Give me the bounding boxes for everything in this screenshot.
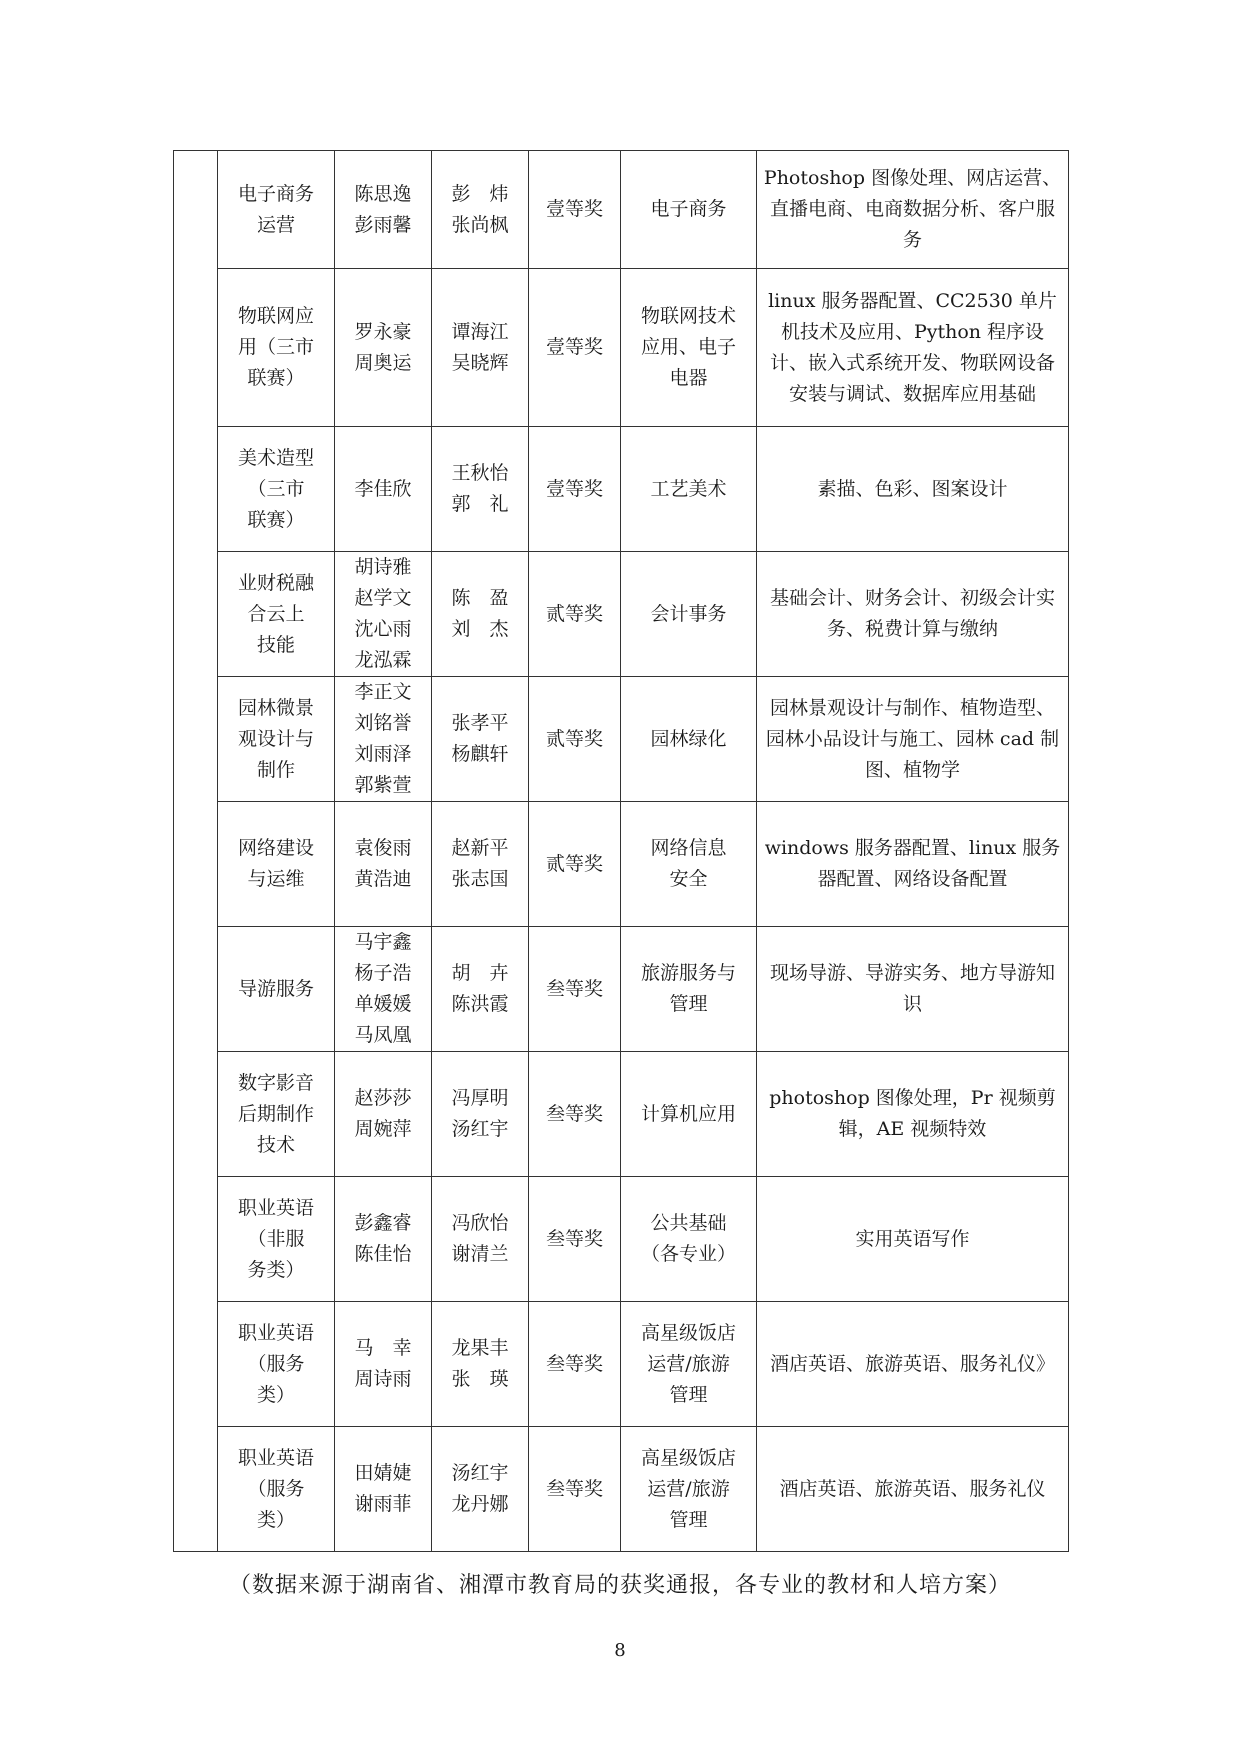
competition-cell: 电子商务 运营	[218, 151, 335, 269]
source-note: （数据来源于湖南省、湘潭市教育局的获奖通报，各专业的教材和人培方案）	[228, 1573, 1011, 1598]
teachers-cell: 王秋怡 郭 礼	[432, 427, 529, 552]
award-cell: 贰等奖	[529, 677, 621, 802]
competition-cell: 职业英语 （非服 务类）	[218, 1177, 335, 1302]
students-cell: 李佳欣	[335, 427, 432, 552]
table-row	[174, 1427, 1069, 1552]
table-row	[174, 927, 1069, 1052]
major-cell: 网络信息 安全	[621, 802, 757, 927]
page-number: 8	[614, 1640, 626, 1661]
content-cell: linux 服务器配置、CC2530 单片机技术及应用、Python 程序设计、嵌入式系统开发、物联网设备安装与调试、数据库应用基础	[757, 269, 1069, 427]
content-cell: 酒店英语、旅游英语、服务礼仪	[757, 1427, 1069, 1552]
major-cell: 高星级饭店 运营/旅游 管理	[621, 1427, 757, 1552]
content-cell: windows 服务器配置、linux 服务器配置、网络设备配置	[757, 802, 1069, 927]
competition-cell: 园林微景 观设计与 制作	[218, 677, 335, 802]
table-row	[174, 151, 1069, 269]
content-cell: 实用英语写作	[757, 1177, 1069, 1302]
teachers-cell: 谭海江 吴晓辉	[432, 269, 529, 427]
students-cell: 田婧婕 谢雨菲	[335, 1427, 432, 1552]
award-cell: 叁等奖	[529, 927, 621, 1052]
content-cell: photoshop 图像处理，Pr 视频剪辑，AE 视频特效	[757, 1052, 1069, 1177]
content-cell: 现场导游、导游实务、地方导游知识	[757, 927, 1069, 1052]
content-cell: 基础会计、财务会计、初级会计实务、税费计算与缴纳	[757, 552, 1069, 677]
content-cell: 酒店英语、旅游英语、服务礼仪》	[757, 1302, 1069, 1427]
table-body	[174, 151, 1069, 1552]
award-cell: 壹等奖	[529, 427, 621, 552]
award-cell: 叁等奖	[529, 1427, 621, 1552]
award-cell: 叁等奖	[529, 1177, 621, 1302]
teachers-cell: 龙果丰 张 瑛	[432, 1302, 529, 1427]
competition-cell: 数字影音 后期制作 技术	[218, 1052, 335, 1177]
students-cell: 赵莎莎 周婉萍	[335, 1052, 432, 1177]
students-cell: 李正文 刘铭誉 刘雨泽 郭紫萱	[335, 677, 432, 802]
major-cell: 园林绿化	[621, 677, 757, 802]
teachers-cell: 张孝平 杨麒轩	[432, 677, 529, 802]
table-row	[174, 802, 1069, 927]
major-cell: 物联网技术 应用、电子 电器	[621, 269, 757, 427]
major-cell: 计算机应用	[621, 1052, 757, 1177]
competition-cell: 物联网应 用（三市 联赛）	[218, 269, 335, 427]
teachers-cell: 胡 卉 陈洪霞	[432, 927, 529, 1052]
table-row	[174, 552, 1069, 677]
students-cell: 袁俊雨 黄浩迪	[335, 802, 432, 927]
students-cell: 陈思逸 彭雨馨	[335, 151, 432, 269]
table-row	[174, 1302, 1069, 1427]
competition-cell: 业财税融 合云上 技能	[218, 552, 335, 677]
content-cell: 园林景观设计与制作、植物造型、园林小品设计与施工、园林 cad 制图、植物学	[757, 677, 1069, 802]
table-row	[174, 427, 1069, 552]
teachers-cell: 汤红宇 龙丹娜	[432, 1427, 529, 1552]
competition-cell: 职业英语 （服务 类）	[218, 1302, 335, 1427]
competition-cell: 导游服务	[218, 927, 335, 1052]
category-cell	[174, 151, 218, 1552]
award-cell: 壹等奖	[529, 151, 621, 269]
award-cell: 贰等奖	[529, 802, 621, 927]
award-cell: 叁等奖	[529, 1052, 621, 1177]
major-cell: 旅游服务与 管理	[621, 927, 757, 1052]
content-cell: 素描、色彩、图案设计	[757, 427, 1069, 552]
award-cell: 壹等奖	[529, 269, 621, 427]
table-row	[174, 1177, 1069, 1302]
teachers-cell: 冯欣怡 谢清兰	[432, 1177, 529, 1302]
teachers-cell: 陈 盈 刘 杰	[432, 552, 529, 677]
major-cell: 公共基础 （各专业）	[621, 1177, 757, 1302]
table-row	[174, 269, 1069, 427]
students-cell: 胡诗雅 赵学文 沈心雨 龙泓霖	[335, 552, 432, 677]
award-cell: 叁等奖	[529, 1302, 621, 1427]
competition-cell: 网络建设 与运维	[218, 802, 335, 927]
teachers-cell: 赵新平 张志国	[432, 802, 529, 927]
major-cell: 工艺美术	[621, 427, 757, 552]
teachers-cell: 冯厚明 汤红宇	[432, 1052, 529, 1177]
table-row	[174, 677, 1069, 802]
competition-cell: 职业英语 （服务 类）	[218, 1427, 335, 1552]
students-cell: 马 幸 周诗雨	[335, 1302, 432, 1427]
table-row	[174, 1052, 1069, 1177]
students-cell: 罗永豪 周奥运	[335, 269, 432, 427]
major-cell: 高星级饭店 运营/旅游 管理	[621, 1302, 757, 1427]
major-cell: 会计事务	[621, 552, 757, 677]
students-cell: 彭鑫睿 陈佳怡	[335, 1177, 432, 1302]
students-cell: 马宇鑫 杨子浩 单媛媛 马凤凰	[335, 927, 432, 1052]
award-cell: 贰等奖	[529, 552, 621, 677]
teachers-cell: 彭 炜 张尚枫	[432, 151, 529, 269]
major-cell: 电子商务	[621, 151, 757, 269]
competition-cell: 美术造型 （三市 联赛）	[218, 427, 335, 552]
content-cell: Photoshop 图像处理、网店运营、直播电商、电商数据分析、客户服务	[757, 151, 1069, 269]
awards-table	[173, 150, 1069, 1552]
